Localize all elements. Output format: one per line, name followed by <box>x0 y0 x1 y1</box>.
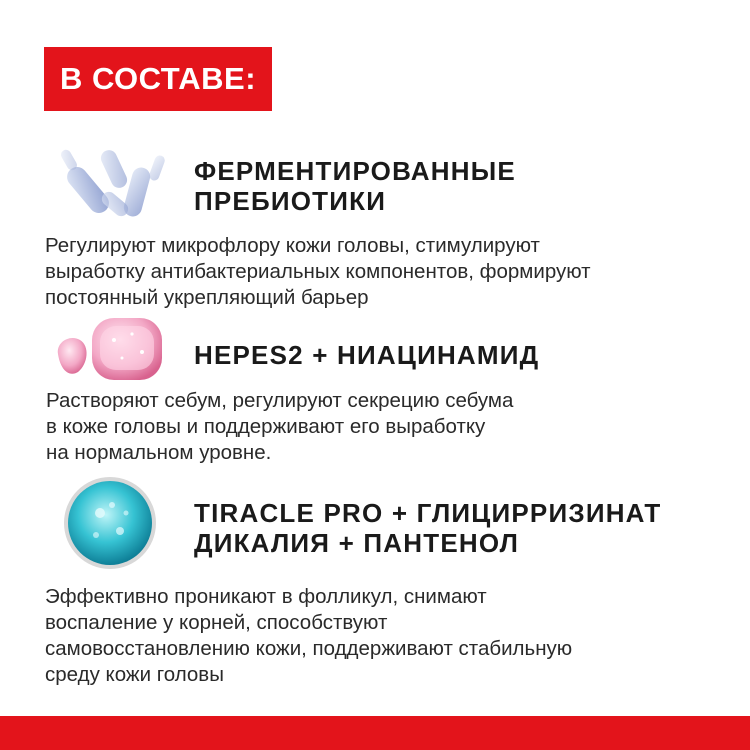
ingredient-description-prebiotics: Регулируют микрофлору кожи головы, стимулируют выработку антибактериальных компонентов, формируют постоянный укрепляющий барьер <box>45 234 591 309</box>
ingredient-title-prebiotics: ФЕРМЕНТИРОВАННЫЕ ПРЕБИОТИКИ <box>194 156 516 216</box>
blue-capsule-icon <box>62 475 158 571</box>
pink-crystal-icon <box>52 314 170 384</box>
probiotic-bacteria-icon <box>58 145 170 223</box>
ingredient-description-tiracle-pro: Эффективно проникают в фолликул, снимают воспаление у корней, способствуют самовосстановлению кожи, поддерживают стабильную среду кожи головы <box>45 585 573 686</box>
ingredient-description-hepes2: Растворяют себум, регулируют секрецию себума в коже головы и поддерживают его выработку на нормальном уровне. <box>46 389 514 464</box>
ingredient-title-hepes2: HEPES2 + НИАЦИНАМИД <box>194 340 540 370</box>
section-header-label: В СОСТАВЕ: <box>59 61 257 96</box>
ingredient-title-tiracle-pro: TIRACLE PRO + ГЛИЦИРРИЗИНАТ ДИКАЛИЯ + ПАНТЕНОЛ <box>194 498 662 558</box>
bottom-accent-bar <box>0 716 750 750</box>
section-header-badge <box>44 47 272 111</box>
